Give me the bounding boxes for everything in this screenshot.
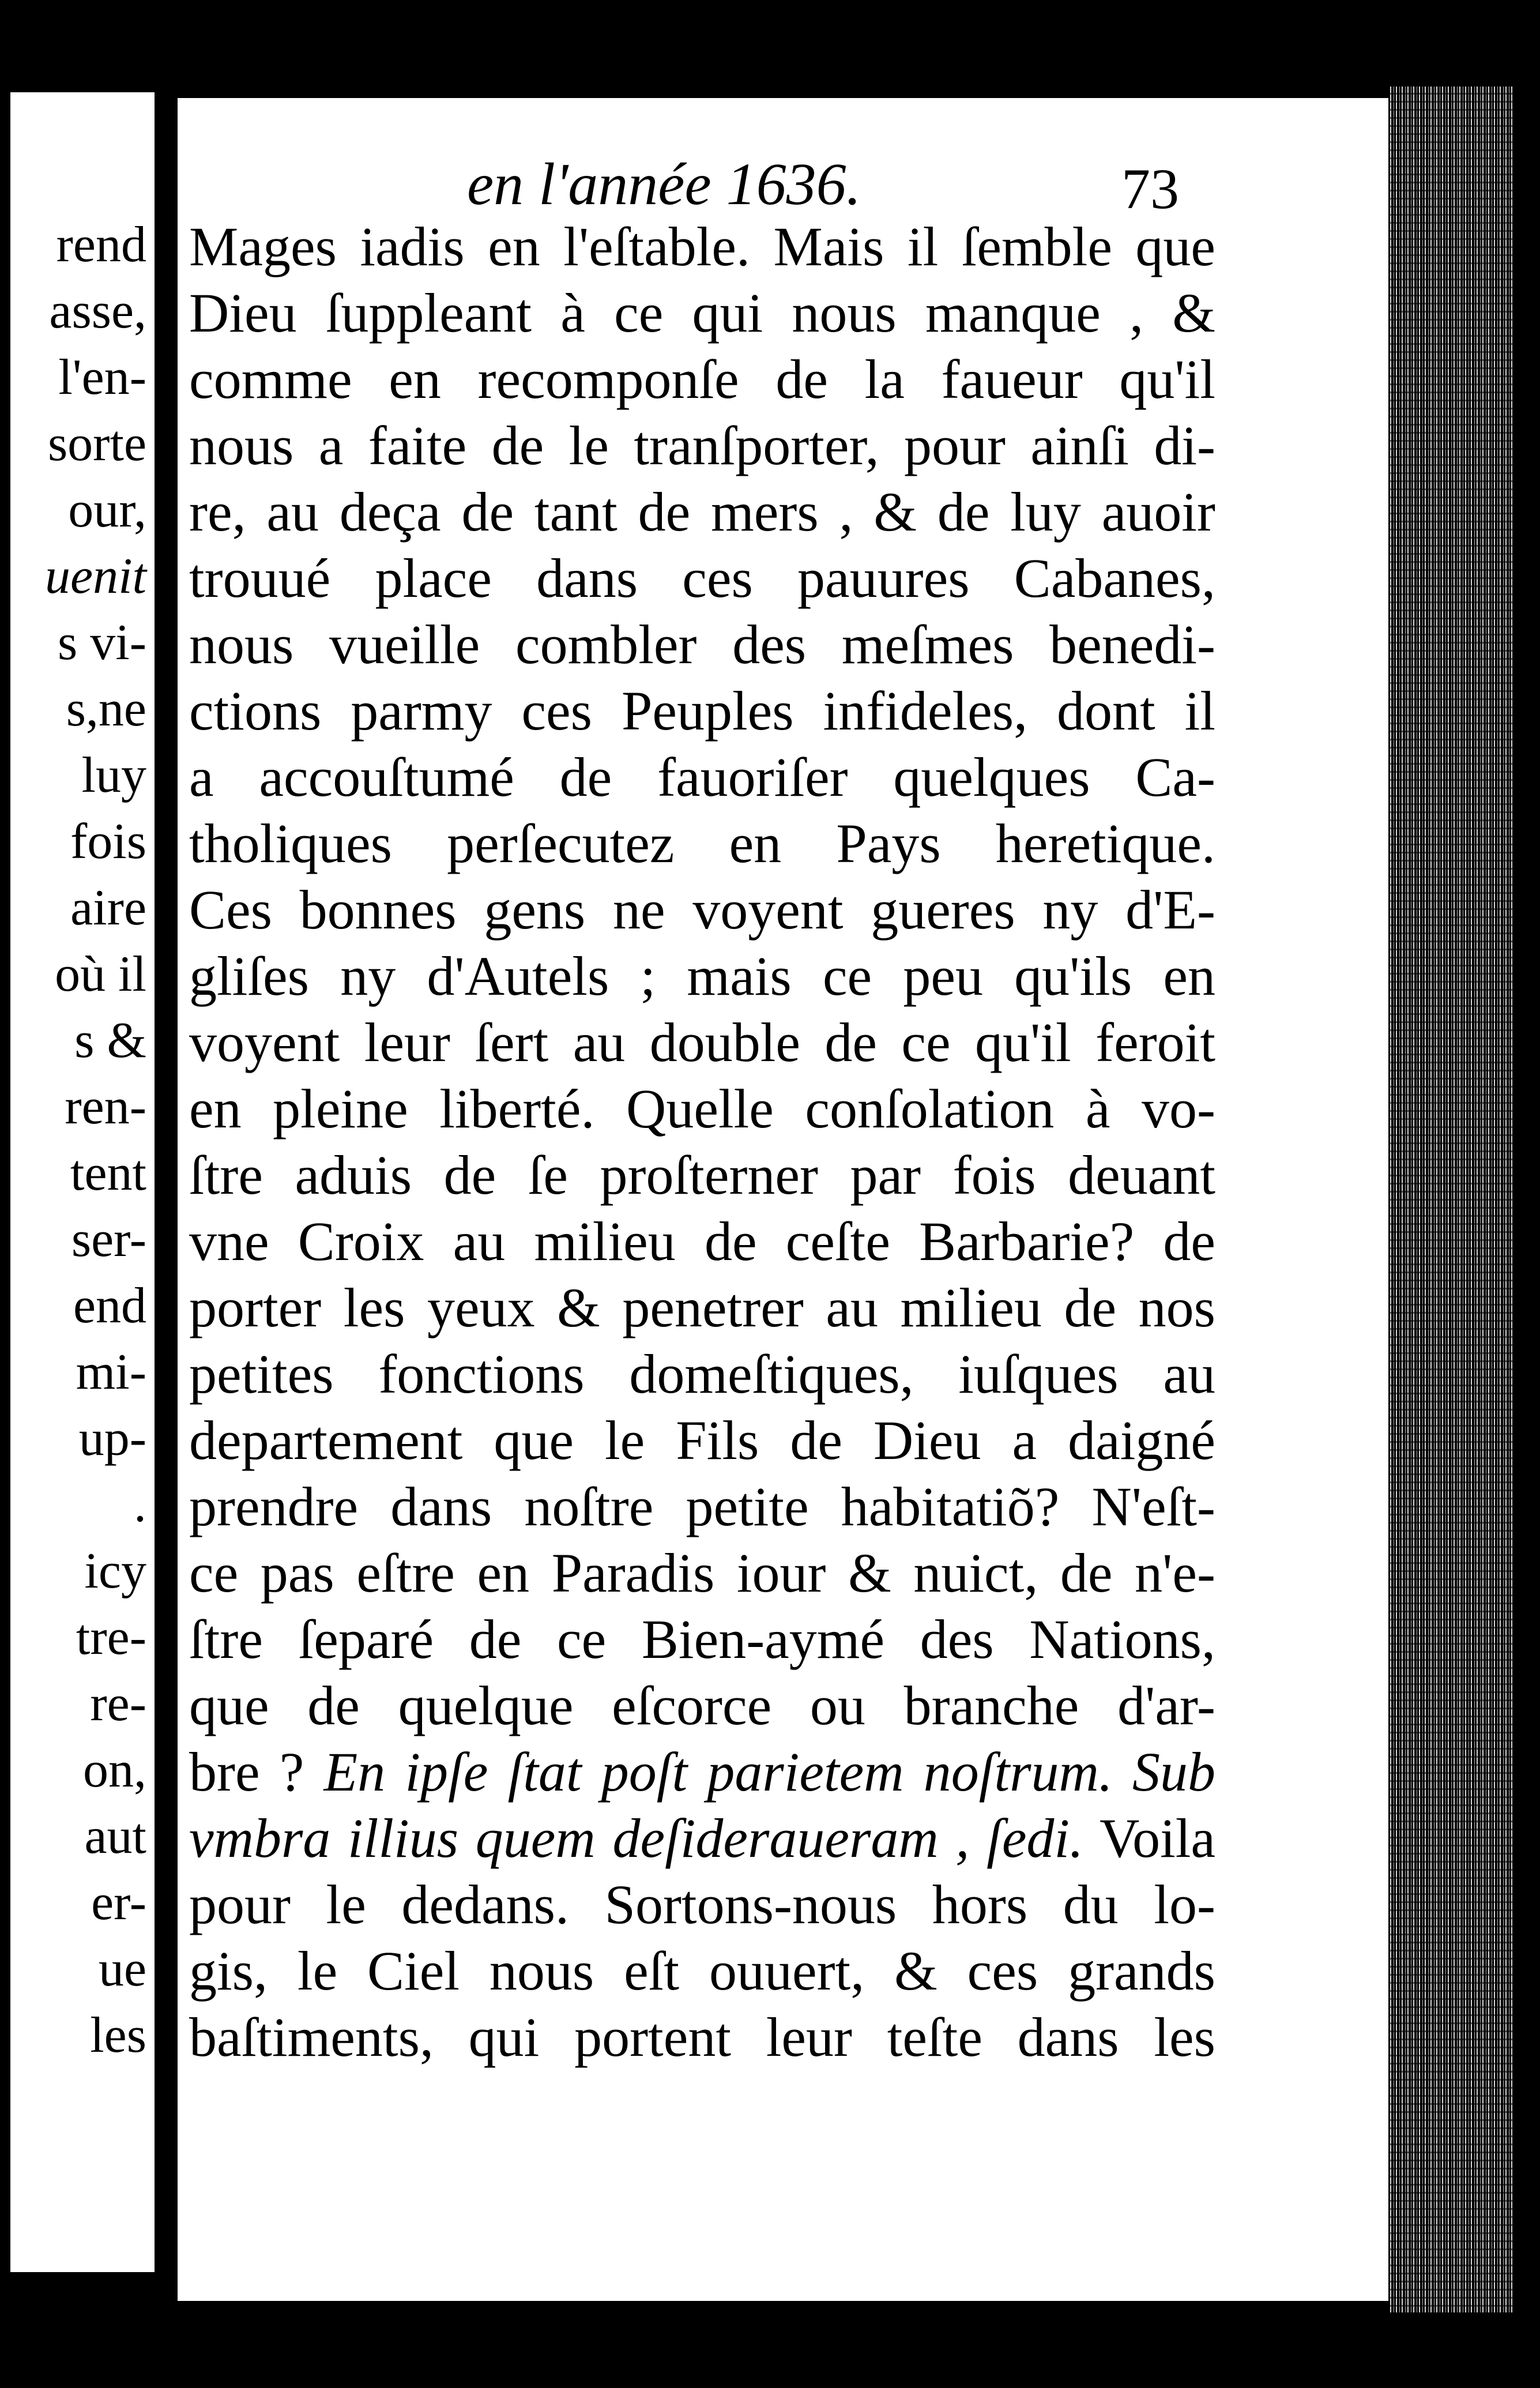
text-line: Mages iadis en l'eſtable. Mais il ſemble que bbox=[189, 216, 1215, 277]
left-page-fragment: sorte bbox=[47, 416, 146, 472]
left-page-fragment: tent bbox=[70, 1145, 146, 1201]
text-line: vne Croix au milieu de ceſte Barbarie? de bbox=[189, 1210, 1215, 1272]
left-page-fragment: end bbox=[73, 1278, 146, 1334]
page-number: 73 bbox=[1121, 157, 1179, 221]
left-page-fragment: up- bbox=[78, 1411, 146, 1466]
text-line: gliſes ny d'Autels ; mais ce peu qu'ils en bbox=[189, 945, 1215, 1007]
left-page-fragment: uenit bbox=[45, 548, 146, 604]
text-line: ctions parmy ces Peuples infideles, dont il bbox=[189, 680, 1215, 742]
text-line: en pleine liberté. Quelle conſolation à vo- bbox=[189, 1078, 1215, 1140]
text-line: departement que le Fils de Dieu a daigné bbox=[189, 1409, 1215, 1471]
text-line: gis, le Ciel nous eſt ouuert, & ces grands bbox=[189, 1940, 1215, 2002]
left-page-fragment: er- bbox=[91, 1875, 146, 1931]
text-line: a accouſtumé de fauoriſer quelques Ca- bbox=[189, 746, 1215, 808]
left-page-fragment: on, bbox=[83, 1742, 146, 1798]
left-page-fragment: asse, bbox=[49, 283, 146, 339]
text-line: ce pas eſtre en Paradis iour & nuict, de n'e- bbox=[189, 1542, 1215, 1604]
text-line: Ces bonnes gens ne voyent gueres ny d'E- bbox=[189, 879, 1215, 941]
left-page-fragment: re- bbox=[90, 1676, 146, 1732]
page-edges bbox=[1388, 87, 1512, 2312]
text-line: Dieu ſuppleant à ce qui nous manque , & bbox=[189, 282, 1215, 344]
left-page-fragment: aire bbox=[70, 880, 146, 936]
left-page-fragment: ser- bbox=[71, 1212, 146, 1268]
latin-quotation: En ipſe ſtat poſt parietem noſtrum. Sub bbox=[323, 1741, 1215, 1803]
left-page-fragment: s vi- bbox=[58, 615, 146, 671]
left-page-fragment: . bbox=[134, 1477, 146, 1533]
text-roman: bre ? bbox=[189, 1741, 304, 1803]
body-text bbox=[189, 213, 1215, 2070]
left-page-fragment: où il bbox=[55, 946, 146, 1002]
text-line-mixed bbox=[189, 1739, 1215, 1805]
text-line: tholiques perſecutez en Pays heretique. bbox=[189, 813, 1215, 874]
left-page-fragment: s,ne bbox=[66, 681, 146, 737]
text-line: re, au deça de tant de mers , & de luy auoir bbox=[189, 481, 1215, 543]
text-line: ſtre aduis de ſe proſterner par fois deuant bbox=[189, 1144, 1215, 1206]
text-line: voyent leur ſert au double de ce qu'il feroit bbox=[189, 1011, 1215, 1073]
left-page-fragment: luy bbox=[81, 747, 146, 803]
left-page-fragment: rend bbox=[56, 217, 146, 273]
text-line: petites fonctions domeſtiques, iuſques au bbox=[189, 1343, 1215, 1405]
text-line: trouué place dans ces pauures Cabanes, bbox=[189, 547, 1215, 609]
left-page-fragment: icy bbox=[84, 1543, 146, 1599]
left-page-fragment: ren- bbox=[65, 1079, 146, 1135]
text-line: comme en recomponſe de la faueur qu'il bbox=[189, 348, 1215, 410]
book-gutter bbox=[155, 69, 178, 2307]
left-page-fragment: aut bbox=[84, 1808, 146, 1864]
text-line: pour le dedans. Sortons-nous hors du lo- bbox=[189, 1874, 1215, 1935]
text-line-mixed bbox=[189, 1805, 1215, 1871]
left-page-fragment: s & bbox=[74, 1013, 146, 1069]
running-head: en l'année 1636. bbox=[467, 151, 861, 217]
text-line: porter les yeux & penetrer au milieu de nos bbox=[189, 1277, 1215, 1338]
left-page-fragment: mi- bbox=[76, 1344, 146, 1400]
text-line: baſtiments, qui portent leur teſte dans les bbox=[189, 2006, 1215, 2068]
text-line: prendre dans noſtre petite habitatiõ? N'eſt- bbox=[189, 1476, 1215, 1537]
text-line: que de quelque eſcorce ou branche d'ar- bbox=[189, 1675, 1215, 1736]
left-page-fragment: les bbox=[90, 2007, 146, 2063]
text-roman: Voila bbox=[1100, 1807, 1215, 1869]
left-page-fragment: tre- bbox=[76, 1609, 146, 1665]
left-page-fragment: fois bbox=[70, 814, 146, 870]
text-line: nous a faite de le tranſporter, pour ainſi di- bbox=[189, 415, 1215, 476]
left-page-fragment: our, bbox=[68, 482, 146, 538]
latin-quotation: vmbra illius quem deſideraueram , ſedi. bbox=[189, 1807, 1084, 1869]
left-page-fragment: ue bbox=[98, 1941, 146, 1997]
text-line: ſtre ſeparé de ce Bien-aymé des Nations, bbox=[189, 1608, 1215, 1670]
left-page-fragment: l'en- bbox=[58, 349, 146, 405]
text-line: nous vueille combler des meſmes benedi- bbox=[189, 614, 1215, 675]
left-facing-page bbox=[10, 92, 155, 2272]
